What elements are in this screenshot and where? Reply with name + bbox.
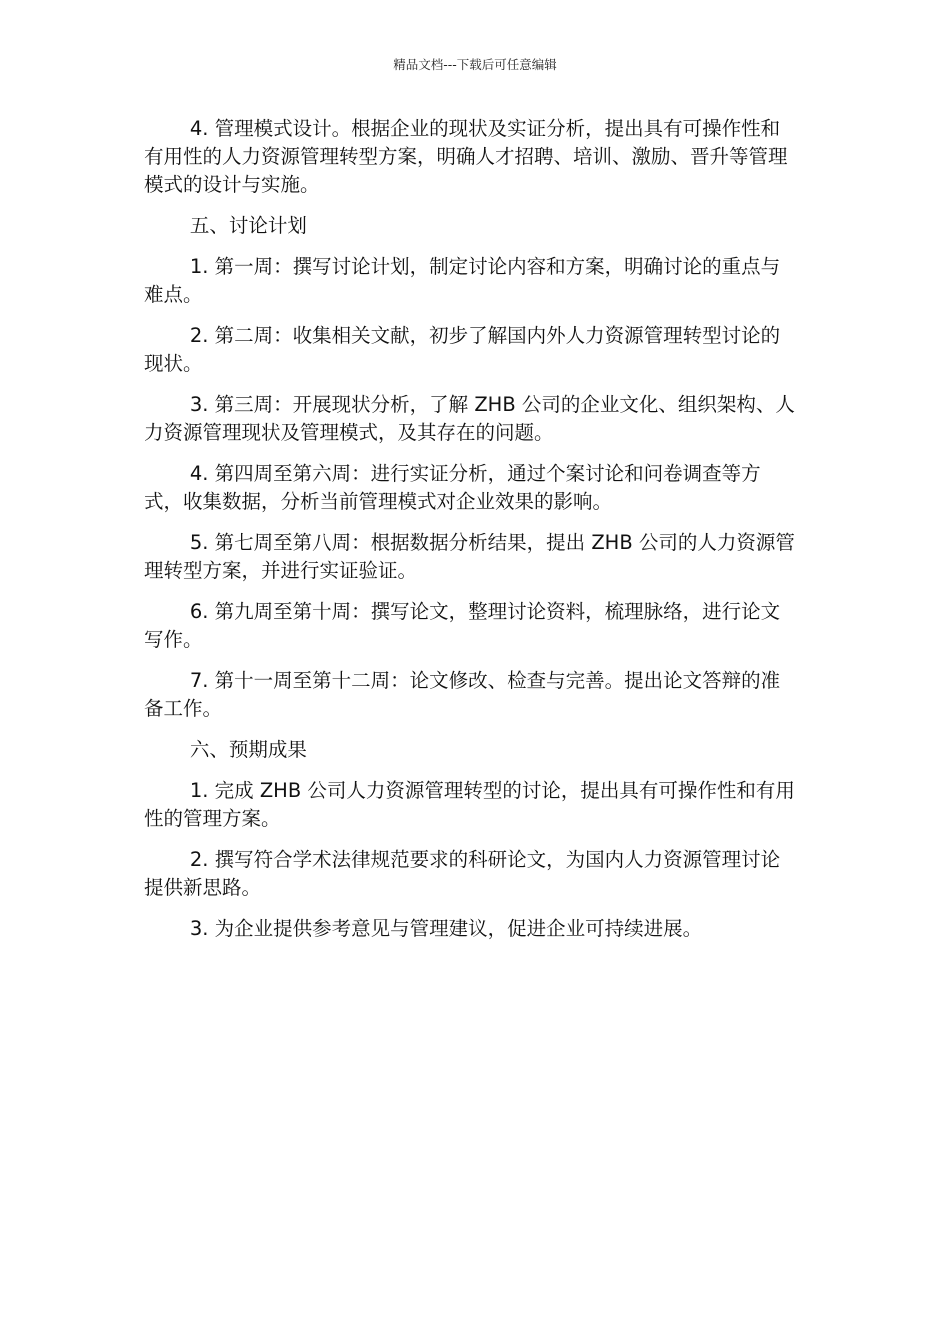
document-body — [144, 115, 799, 956]
section-heading-plan: 五、讨论计划 — [189, 214, 307, 237]
result-item: 1. 完成 ZHB 公司人力资源管理转型的讨论，提出具有可操作性和有用性的管理方案。 — [144, 779, 795, 830]
plan-item: 1. 第一周：撰写讨论计划，制定讨论内容和方案，明确讨论的重点与难点。 — [144, 255, 781, 306]
plan-item: 2. 第二周：收集相关文献，初步了解国内外人力资源管理转型讨论的现状。 — [144, 324, 781, 375]
result-item: 3. 为企业提供参考意见与管理建议，促进企业可持续进展。 — [189, 917, 703, 940]
section-heading-results: 六、预期成果 — [189, 738, 307, 761]
plan-item: 5. 第七周至第八周：根据数据分析结果，提出 ZHB 公司的人力资源管理转型方案，并进行实证验证。 — [144, 531, 795, 582]
result-item: 2. 撰写符合学术法律规范要求的科研论文，为国内人力资源管理讨论提供新思路。 — [144, 848, 781, 899]
plan-item: 7. 第十一周至第十二周：论文修改、检查与完善。提出论文答辩的准备工作。 — [144, 669, 781, 720]
plan-item: 6. 第九周至第十周：撰写论文，整理讨论资料，梳理脉络，进行论文写作。 — [144, 600, 781, 651]
page-header: 精品文档---下载后可任意编辑 — [393, 57, 557, 72]
paragraph-management-mode-design: 4. 管理模式设计。根据企业的现状及实证分析，提出具有可操作性和有用性的人力资源管理转型方案，明确人才招聘、培训、激励、晋升等管理模式的设计与实施。 — [144, 117, 788, 196]
plan-item: 4. 第四周至第六周：进行实证分析，通过个案讨论和问卷调查等方式，收集数据，分析当前管理模式对企业效果的影响。 — [144, 462, 761, 513]
plan-item: 3. 第三周：开展现状分析，了解 ZHB 公司的企业文化、组织架构、人力资源管理现状及管理模式，及其存在的问题。 — [144, 393, 795, 444]
